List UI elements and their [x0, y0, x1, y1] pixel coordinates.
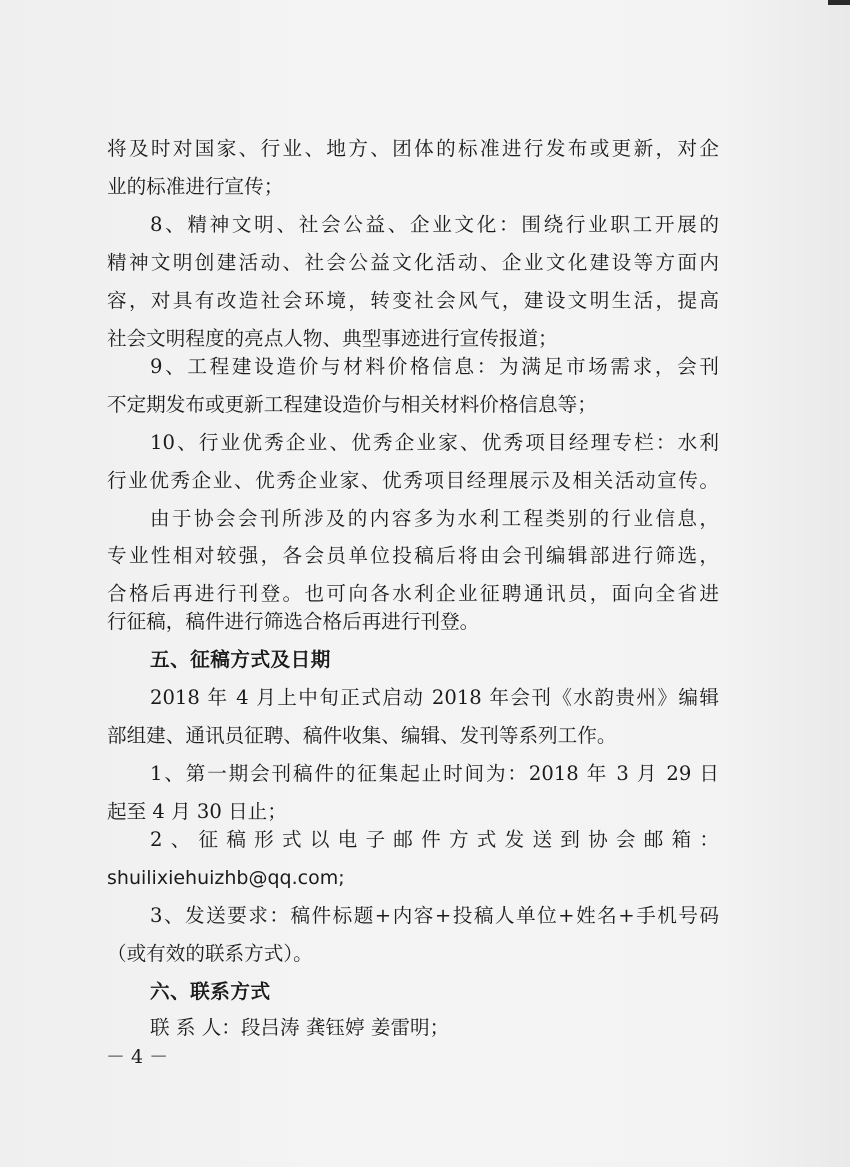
section-heading-6: 六、联系方式: [150, 980, 271, 1003]
scan-edge-mark: [828, 0, 850, 5]
list-item-1: 1、第一期会刊稿件的征集起止时间为：2018 年 3 月 29 日: [150, 762, 719, 785]
page-number: － 4 －: [106, 1046, 169, 1068]
section-heading-5: 五、征稿方式及日期: [150, 648, 331, 671]
body-line: 社会文明程度的亮点人物、典型事迹进行宣传报道；: [107, 327, 558, 350]
list-item-9: 9、工程建设造价与材料价格信息：为满足市场需求，会刊: [150, 355, 719, 378]
list-item-2: 2、征稿形式以电子邮件方式发送到协会邮箱：: [150, 828, 719, 851]
contact-line: 联 系 人：段吕涛 龚钰婷 姜雷明；: [150, 1016, 450, 1039]
body-line: 行征稿，稿件进行筛选合格后再进行刊登。: [107, 610, 480, 633]
list-item-10: 10、行业优秀企业、优秀企业家、优秀项目经理专栏：水利: [150, 431, 719, 454]
list-item-3: 3、发送要求：稿件标题+内容+投稿人单位+姓名+手机号码: [150, 904, 719, 927]
body-line: （或有效的联系方式）。: [107, 942, 313, 965]
body-line: 容，对具有改造社会环境，转变社会风气，建设文明生活，提高: [107, 289, 719, 312]
paragraph-line: 2018 年 4 月上中旬正式启动 2018 年会刊《水韵贵州》编辑: [150, 686, 719, 709]
body-line: 将及时对国家、行业、地方、团体的标准进行发布或更新，对企: [107, 137, 719, 160]
body-line: 精神文明创建活动、社会公益文化活动、企业文化建设等方面内: [107, 251, 719, 274]
body-line: 部组建、通讯员征聘、稿件收集、编辑、发刊等系列工作。: [107, 724, 617, 747]
body-line: 不定期发布或更新工程建设造价与相关材料价格信息等；: [107, 393, 597, 416]
body-line: 起至 4 月 30 日止；: [107, 800, 287, 823]
body-line: 业的标准进行宣传；: [107, 175, 284, 198]
list-item-8: 8、精神文明、社会公益、企业文化：围绕行业职工开展的: [150, 213, 719, 236]
body-line: 行业优秀企业、优秀企业家、优秀项目经理展示及相关活动宣传。: [107, 469, 719, 492]
paragraph-line: 由于协会会刊所涉及的内容多为水利工程类别的行业信息，: [150, 507, 719, 530]
email-address: shuilixiehuizhb@qq.com;: [107, 867, 345, 889]
body-line: 合格后再进行刊登。也可向各水利企业征聘通讯员，面向全省进: [107, 582, 719, 605]
body-line: 专业性相对较强，各会员单位投稿后将由会刊编辑部进行筛选，: [107, 544, 719, 567]
